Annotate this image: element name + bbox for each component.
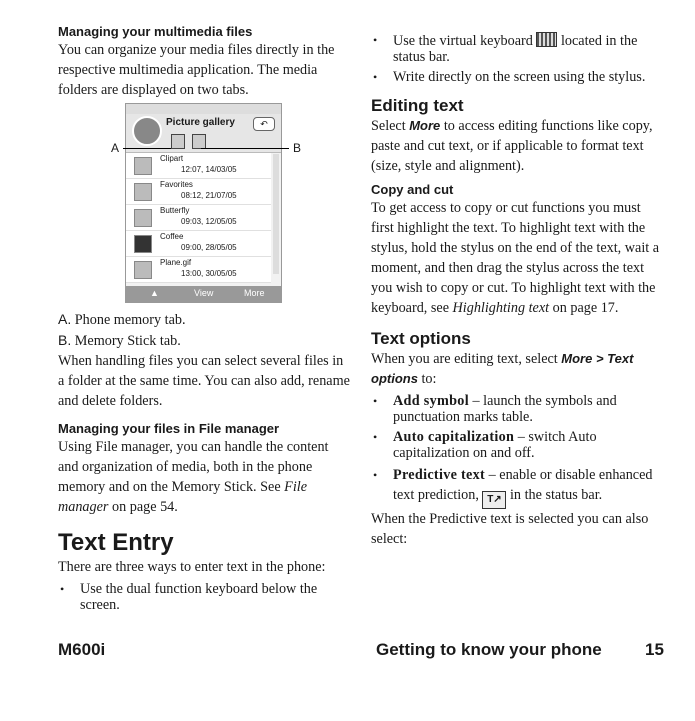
right-column <box>371 32 667 549</box>
list-item: • Add symbol – launch the symbols and punctuation marks table. <box>371 393 667 425</box>
folder-icon <box>134 157 152 175</box>
left-column <box>58 24 352 100</box>
list-item: • Write directly on the screen using the stylus. <box>371 69 667 85</box>
heading-text-options: Text options <box>371 329 471 348</box>
menu-icon: ▲ <box>150 288 159 298</box>
list-item: • Predictive text – enable or disable enhanced text prediction, T↗ in the status bar. <box>371 465 667 509</box>
entry-methods-list <box>58 581 352 613</box>
more-command: More <box>409 118 441 133</box>
text-options-command: More > Text options <box>371 351 634 386</box>
file-manager-link[interactable]: File manager <box>58 479 308 515</box>
legend-b: B. Memory Stick tab. <box>58 332 181 349</box>
image-thumbnail-icon <box>134 235 152 253</box>
entry-methods-list-cont <box>371 32 667 85</box>
app-title: Picture gallery <box>166 117 235 128</box>
footer-model: M600i <box>58 640 106 659</box>
paragraph-file-manager: Using File manager, you can handle the content and organization of media, both in the phone memory and on the Memory Stick. See File manager on page 54. <box>58 439 329 515</box>
footer-section: Getting to know your phone <box>376 640 602 659</box>
memory-stick-tab-icon <box>192 134 206 149</box>
callout-a: A <box>111 141 120 155</box>
virtual-keyboard-icon <box>536 32 557 47</box>
heading-file-manager: Managing your files in File manager <box>58 421 280 436</box>
heading-multimedia-files: Managing your multimedia files <box>58 24 253 39</box>
highlighting-text-link[interactable]: Highlighting text <box>452 300 550 316</box>
callout-a-line <box>123 148 171 149</box>
paragraph-copy-cut: To get access to copy or cut functions you must first highlight the text. To highlight text with the stylus, hold the stylus on the end of the text, wait a moment, and then drag the stylus across the text you wish to copy or cut. To highlight text with the keyboard, see Highlighting text on page 17. <box>371 200 660 316</box>
paragraph-predictive: When the Predictive text is selected you can also select: <box>371 511 649 547</box>
callout-b-line <box>201 148 289 149</box>
list-item: Plane.gif 13:00, 30/05/05 <box>126 257 271 283</box>
paragraph-text-options: When you are editing text, select More > Text options to: <box>371 351 634 387</box>
back-icon: ↶ <box>253 117 275 131</box>
gallery-app-icon <box>132 116 162 146</box>
paragraph-editing: Select More to access editing functions like copy, paste and cut text, or if applicable to format text (size, style and alignment). <box>371 118 653 174</box>
list-item: Favorites 08:12, 21/07/05 <box>126 179 271 205</box>
paragraph-three-ways: There are three ways to enter text in the phone: <box>58 559 326 575</box>
legend-a: A. Phone memory tab. <box>58 311 186 328</box>
list-item: Coffee 09:00, 28/05/05 <box>126 231 271 257</box>
status-bar <box>126 104 281 114</box>
phone-memory-tab-icon <box>171 134 185 149</box>
image-thumbnail-icon <box>134 261 152 279</box>
softkey-bar <box>126 286 281 302</box>
scrollbar <box>273 154 279 274</box>
folder-icon <box>134 183 152 201</box>
phone-screenshot <box>125 103 282 303</box>
paragraph-organize: You can organize your media files directly in the respective multimedia application. The media folders are displayed on two tabs. <box>58 42 335 98</box>
list-item: Butterfly 09:03, 12/05/05 <box>126 205 271 231</box>
list-item: • Use the virtual keyboard located in the status bar. <box>371 32 667 65</box>
heading-text-entry: Text Entry <box>58 529 174 556</box>
list-item: Clipart 12:07, 14/03/05 <box>126 153 271 179</box>
more-softkey: More <box>244 288 265 298</box>
predictive-text-icon: T↗ <box>482 491 506 509</box>
heading-copy-cut: Copy and cut <box>371 182 454 197</box>
left-column-lower <box>58 309 352 613</box>
paragraph-handling: When handling files you can select several files in a folder at the same time. You can also add, rename and delete folders. <box>58 353 350 409</box>
footer-page-number: 15 <box>645 640 664 659</box>
heading-editing-text: Editing text <box>371 96 464 115</box>
text-options-list <box>371 393 667 509</box>
callout-b: B <box>293 141 302 155</box>
image-thumbnail-icon <box>134 209 152 227</box>
view-softkey: View <box>194 288 214 298</box>
list-item: • Use the dual function keyboard below the screen. <box>58 581 352 613</box>
list-item: • Auto capitalization – switch Auto capitalization on and off. <box>371 429 667 461</box>
